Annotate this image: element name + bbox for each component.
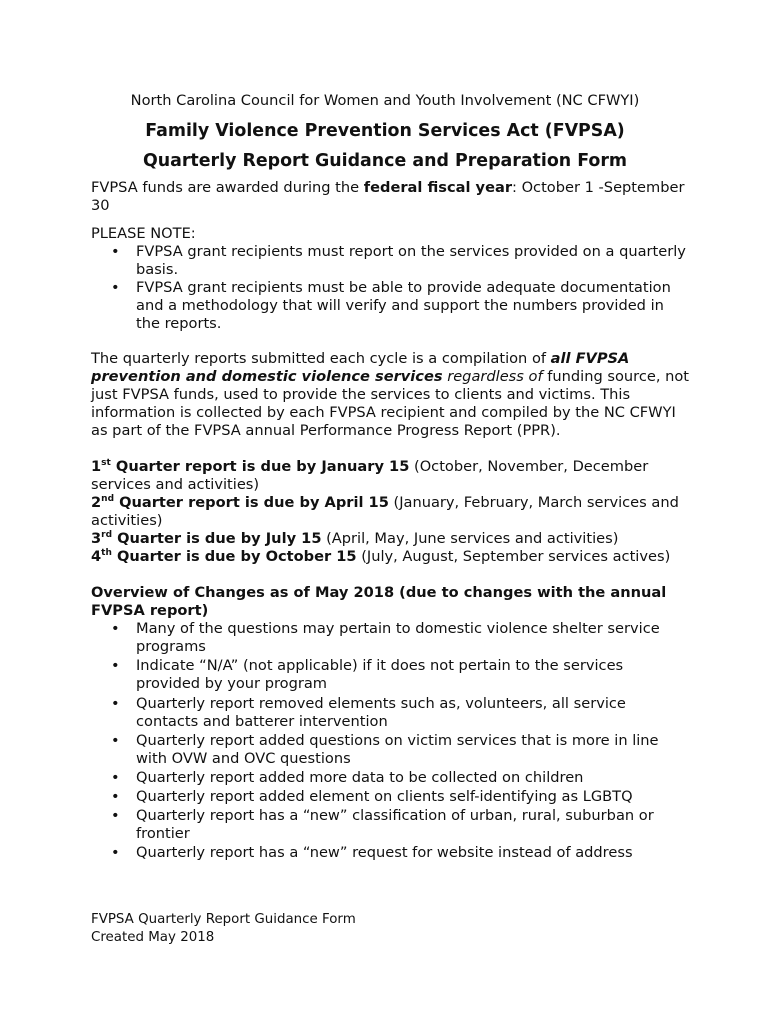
list-item-text: FVPSA grant recipients must be able to provide adequate documentation and a methodology that will verify and support the numbers provided in the reports.	[136, 279, 671, 332]
fiscal-bold: federal fiscal year	[363, 179, 513, 196]
list-item	[91, 732, 691, 768]
list-item	[91, 844, 691, 862]
organization-name: North Carolina Council for Women and Youth Involvement (NC CFWYI)	[130, 92, 640, 109]
list-item-text: Indicate “N/A” (not applicable) if it does not pertain to the services provided by your program	[136, 657, 624, 692]
list-item-text: Many of the questions may pertain to domestic violence shelter service programs	[136, 620, 660, 655]
quarter-deadline: Quarter report is due by January 15	[110, 458, 410, 475]
quarter-months: (July, August, September services actives)	[356, 548, 671, 565]
list-item	[91, 769, 691, 787]
list-item	[91, 695, 691, 731]
quarterly-text-1: The quarterly reports submitted each cycle is a compilation of	[91, 350, 551, 367]
due-date-item	[91, 458, 691, 494]
due-date-item	[91, 494, 691, 530]
list-item-text: Quarterly report removed elements such as, volunteers, all service contacts and batterer intervention	[136, 695, 626, 730]
quarterly-text-2: funding source, not just FVPSA funds, used to provide the services to clients and victims. This information is collected by each FVPSA recipient and compiled by the NC CFWYI as part of the FVPSA annual Performance Progress Report (PPR).	[91, 368, 689, 439]
fiscal-year-statement	[91, 179, 691, 215]
bullet-icon: •	[111, 807, 120, 824]
quarter-number: 2	[91, 494, 102, 511]
bullet-icon: •	[111, 788, 120, 805]
quarter-deadline: Quarter report is due by April 15	[114, 494, 389, 511]
list-item	[91, 620, 691, 656]
list-item	[91, 788, 691, 806]
bullet-icon: •	[111, 657, 120, 674]
changes-list	[91, 620, 691, 862]
bullet-icon: •	[111, 695, 120, 712]
list-item-text: Quarterly report added more data to be collected on children	[136, 769, 584, 786]
quarter-months: (October, November, December services and activities)	[91, 458, 649, 493]
footer-created-date: Created May 2018	[91, 930, 215, 945]
quarter-suffix: th	[101, 548, 112, 559]
bullet-icon: •	[111, 279, 120, 296]
quarter-months: (April, May, June services and activities)	[321, 530, 619, 547]
list-item	[91, 243, 691, 279]
list-item-text: Quarterly report has a “new” classification of urban, rural, suburban or frontier	[136, 807, 654, 842]
list-item-text: Quarterly report added questions on victim services that is more in line with OVW and OVC questions	[136, 732, 659, 767]
quarter-suffix: st	[101, 458, 111, 469]
document-subtitle: Quarterly Report Guidance and Preparation Form	[142, 151, 628, 171]
quarterly-italic: regardless of	[442, 368, 543, 385]
list-item	[91, 657, 691, 693]
due-date-item	[91, 530, 691, 548]
quarterly-emphasis: all FVPSA prevention and domestic violence services	[91, 350, 630, 385]
due-dates	[91, 458, 691, 566]
bullet-icon: •	[111, 243, 120, 260]
list-item-text: FVPSA grant recipients must report on the services provided on a quarterly basis.	[136, 243, 686, 278]
list-item	[91, 807, 691, 843]
quarter-number: 4	[91, 548, 102, 565]
please-note-label: PLEASE NOTE:	[91, 225, 196, 242]
quarter-deadline: Quarter is due by October 15	[111, 548, 357, 565]
due-date-item	[91, 548, 691, 566]
bullet-icon: •	[111, 732, 120, 749]
footer-form-name: FVPSA Quarterly Report Guidance Form	[91, 912, 356, 927]
bullet-icon: •	[111, 620, 120, 637]
bullet-icon: •	[111, 844, 120, 861]
list-item-text: Quarterly report added element on clients self-identifying as LGBTQ	[136, 788, 633, 805]
quarter-suffix: rd	[101, 530, 113, 541]
quarter-number: 3	[91, 530, 102, 547]
quarter-suffix: nd	[101, 494, 115, 505]
fiscal-suffix: : October 1 -September 30	[91, 179, 685, 214]
document-title: Family Violence Prevention Services Act (FVPSA)	[145, 121, 625, 141]
quarter-deadline: Quarter is due by July 15	[112, 530, 322, 547]
list-item	[91, 279, 691, 333]
note-list	[91, 243, 691, 333]
list-item-text: Quarterly report has a “new” request for website instead of address	[136, 844, 633, 861]
quarterly-description	[91, 350, 691, 440]
page-footer	[91, 911, 356, 947]
document-page	[91, 92, 691, 863]
overview-heading: Overview of Changes as of May 2018 (due to changes with the annual FVPSA report)	[91, 584, 667, 619]
quarter-number: 1	[91, 458, 102, 475]
quarter-months: (January, February, March services and activities)	[91, 494, 679, 529]
bullet-icon: •	[111, 769, 120, 786]
fiscal-prefix: FVPSA funds are awarded during the	[91, 179, 364, 196]
